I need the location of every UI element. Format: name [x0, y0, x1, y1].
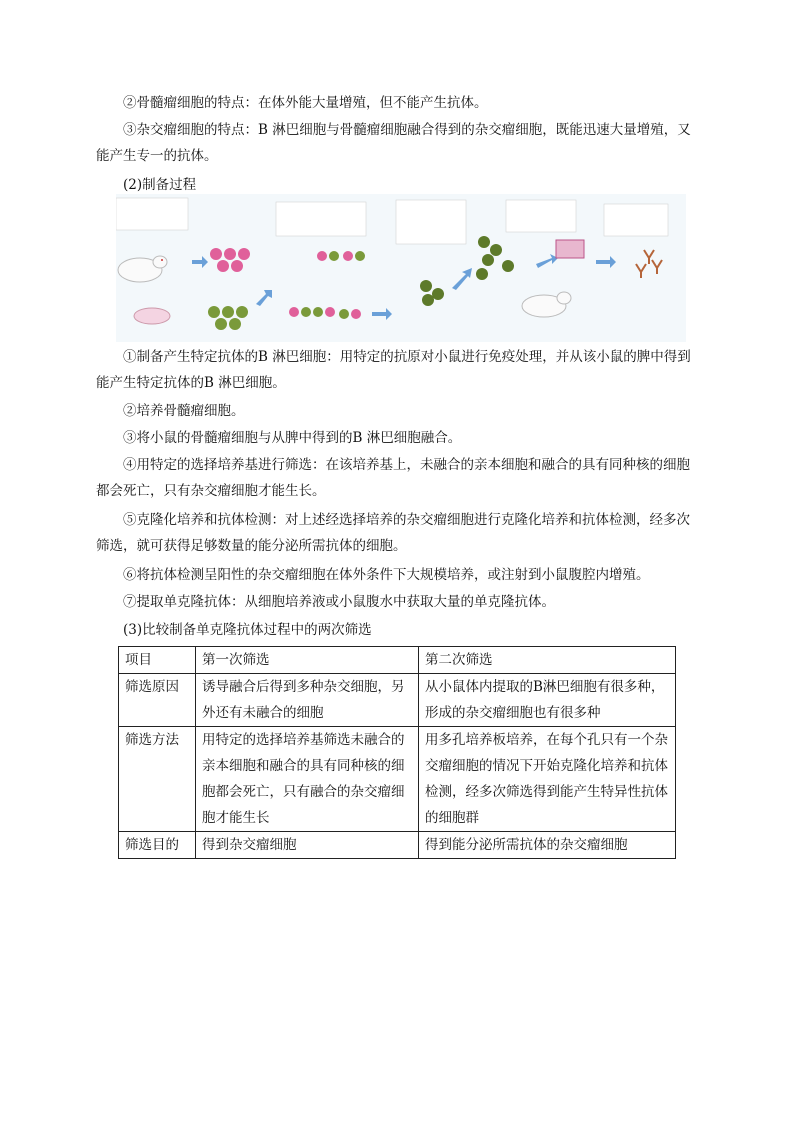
heading-screening: (3)比较制备单克隆抗体过程中的两次筛选	[123, 622, 372, 638]
step-3: ③将小鼠的骨髓瘤细胞与从脾中得到的B 淋巴细胞融合。	[123, 430, 462, 446]
table-header-cell: 第二次筛选	[419, 647, 676, 674]
table-cell: 得到能分泌所需抗体的杂交瘤细胞	[419, 832, 676, 859]
step-6: ⑥将抗体检测呈阳性的杂交瘤细胞在体外条件下大规模培养，或注射到小鼠腹腔内增殖。	[123, 567, 650, 583]
table-cell: 用多孔培养板培养，在每个孔只有一个杂交瘤细胞的情况下开始克隆化培养和抗体检测，经多次筛选得到能产生特异性抗体的细胞群	[419, 727, 676, 832]
table-cell: 筛选方法	[119, 727, 196, 832]
step-4: ④用特定的选择培养基进行筛选：在该培养基上，未融合的亲本细胞和融合的具有同种核的细胞都会死亡，只有杂交瘤细胞才能生长。	[96, 457, 690, 499]
table-cell: 用特定的选择培养基筛选未融合的亲本细胞和融合的具有同种核的细胞都会死亡，只有融合的杂交瘤细胞才能生长	[196, 727, 419, 832]
table-cell: 筛选目的	[119, 832, 196, 859]
paragraph-hybridoma: ③杂交瘤细胞的特点：B 淋巴细胞与骨髓瘤细胞融合得到的杂交瘤细胞，既能迅速大量增殖，又能产生专一的抗体。	[96, 122, 691, 164]
table-row	[119, 832, 676, 859]
table-cell: 筛选原因	[119, 674, 196, 727]
table-header-cell: 第一次筛选	[196, 647, 419, 674]
table-cell: 得到杂交瘤细胞	[196, 832, 419, 859]
table-cell: 诱导融合后得到多种杂交细胞，另外还有未融合的细胞	[196, 674, 419, 727]
step-1: ①制备产生特定抗体的B 淋巴细胞：用特定的抗原对小鼠进行免疫处理，并从该小鼠的脾中得到能产生特定抗体的B 淋巴细胞。	[96, 349, 691, 391]
paragraph-myeloma: ②骨髓瘤细胞的特点：在体外能大量增殖，但不能产生抗体。	[123, 95, 488, 111]
step-5: ⑤克隆化培养和抗体检测：对上述经选择培养的杂交瘤细胞进行克隆化培养和抗体检测，经多次筛选，就可获得足够数量的能分泌所需抗体的细胞。	[96, 512, 690, 554]
screening-comparison-table	[118, 646, 676, 859]
process-figure	[116, 194, 686, 342]
step-2: ②培养骨髓瘤细胞。	[123, 403, 245, 419]
table-header-cell: 项目	[119, 647, 196, 674]
heading-process: (2)制备过程	[123, 177, 197, 193]
step-7: ⑦提取单克隆抗体：从细胞培养液或小鼠腹水中获取大量的单克隆抗体。	[123, 594, 555, 610]
table-header-row	[119, 647, 676, 674]
table-row	[119, 727, 676, 832]
table-row	[119, 674, 676, 727]
table-cell: 从小鼠体内提取的B淋巴细胞有很多种，形成的杂交瘤细胞也有很多种	[419, 674, 676, 727]
